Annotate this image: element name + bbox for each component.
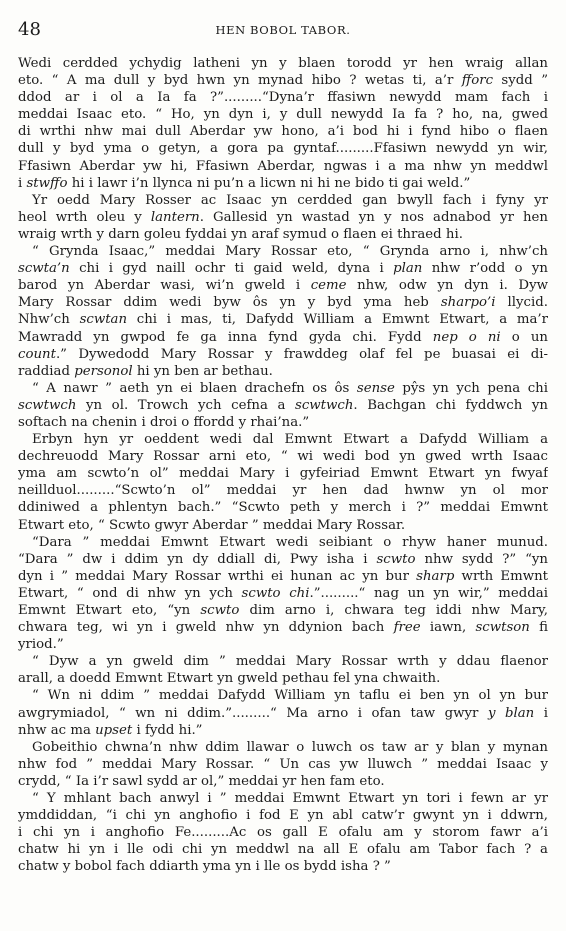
text-line: Erbyn hyn yr oeddent wedi dal Emwnt Etwart a Dafydd William a [32,432,548,448]
text-line: wraig wrth y darn goleu fyddai yn araf symud o flaen ei thraed hi. [18,226,463,242]
paragraph [18,243,548,380]
text-line: scwta’n chi i gyd naill ochr ti gaid weld, dyna i plan nhw r’odd o yn [18,261,548,277]
text-line: scwtwch yn ol. Trowch ych cefna a scwtwch. Bachgan chi fyddwch yn [18,397,548,413]
text-line: Etwart, “ ond di nhw yn ych scwto chi.”.........“ nag un yn wir,” meddai [18,585,548,601]
text-line: dyn i ” meddai Mary Rossar wrthi ei hunan ac yn bur sharp wrth Emwnt [18,568,548,584]
paragraph [18,192,548,243]
paragraph [18,687,548,738]
paragraph [18,739,548,790]
text-line: Wedi cerdded ychydig latheni yn y blaen torodd yr hen wraig allan [18,56,548,71]
text-line: crydd, “ Ia i’r sawl sydd ar ol,” meddai yr hen fam eto. [18,773,385,789]
text-line: chwara teg, wi yn i gweld nhw yn ddynion bach free iawn, scwtson fi [18,620,548,636]
text-line: i chi yn i anghofio Fe.........Ac os gall E ofalu am y storom fawr a’i [18,825,548,841]
text-line: count.” Dywedodd Mary Rossar y frawddeg olaf fel pe buasai ei di- [18,346,548,362]
text-line: “Dara ” meddai Emwnt Etwart wedi seibiant o rhyw haner munud. [32,534,548,550]
text-line: barod yn Aberdar wasi, wi’n gweld i ceme nhw, odw yn dyn i. Dyw [18,278,548,294]
text-line: “Dara ” dw i ddim yn dy ddiall di, Pwy isha i scwto nhw sydd ?” “yn [18,551,548,567]
text-line: “ A nawr ” aeth yn ei blaen drachefn os ôs sense pŷs yn ych pena chi [32,380,548,396]
text-line: chatw y bobol fach ddiarth yma yn i lle os bydd isha ? ” [18,859,391,875]
text-line: awgrymiadol, “ wn ni ddim.”.........“ Ma arno i ofan taw gwyr y blan i [18,705,548,721]
text-line: Etwart eto, “ Scwto gwyr Aberdar ” meddai Mary Rossar. [18,517,406,533]
text-line: Ffasiwn Aberdar yw hi, Ffasiwn Aberdar, ngwas i a ma nhw yn meddwl [18,158,548,174]
text-line: “ Dyw a yn gweld dim ” meddai Mary Rossar wrth y ddau flaenor [32,654,548,670]
text-line: Mawradd yn gwpod fe ga inna fynd gyda chi. Fydd nep o ni o un [18,329,548,345]
running-title: HEN BOBOL TABOR. [215,23,351,37]
text-line: di wrthi nhw mai dull Aberdar yw hono, a’i bod hi i fynd hibo o flaen [18,124,548,140]
text-line: meddai Isaac eto. “ Ho, yn dyn i, y dull newydd Ia fa ? ho, na, gwed [18,107,548,123]
text-line: dechreuodd Mary Rossar arni eto, “ wi wedi bod yn gwed wrth Isaac [18,449,548,465]
paragraph [18,431,548,534]
text-line: ymddiddan, “i chi yn anghofio i fod E yn abl catw’r gwynt yn i ddwrn, [18,808,548,824]
page-number: 48 [18,19,41,40]
text-line: chatw hi yn i lle odi chi yn meddwl na all E ofalu am Tabor fach ? a [18,842,548,858]
paragraph [18,534,548,654]
text-line: raddiad personol hi yn ben ar bethau. [18,363,273,379]
text-line: Yr oedd Mary Rosser ac Isaac yn cerdded gan bwyll fach i fyny yr [32,192,548,208]
body-text [18,55,548,876]
text-line: nhw ac ma upset i fydd hi.” [18,722,203,738]
text-line: “ Wn ni ddim ” meddai Dafydd William yn taflu ei ben yn ol yn bur [32,688,548,704]
text-line: “ Y mhlant bach anwyl i ” meddai Emwnt Etwart yn tori i fewn ar yr [32,791,548,807]
text-line: yriod.” [18,637,64,653]
page-header [18,20,548,40]
paragraph [18,380,548,431]
text-line: i stwffo hi i lawr i’n llynca ni pu’n a licwn ni hi ne bido ti gai weld.” [18,175,471,191]
paragraph [18,653,548,687]
text-line: ddiniwed a phlentyn bach.” “Scwto peth y merch i ?” meddai Emwnt [18,500,548,516]
text-line: Mary Rossar ddim wedi byw ôs yn y byd yma heb sharpo’i llycid. [18,295,548,311]
text-line: ddod ar i ol a Ia fa ?”.........“Dyna’r ffasiwn newydd mam fach i [18,90,548,106]
text-line: yma am scwto’n ol” meddai Mary i gyfeiriad Emwnt Etwart yn fwyaf [18,466,548,482]
text-line: softach na chenin i droi o ffordd y rhai’na.” [18,414,310,430]
text-line: heol wrth oleu y lantern. Gallesid yn wastad yn y nos adnabod yr hen [18,209,548,225]
text-line: “ Grynda Isaac,” meddai Mary Rossar eto, “ Grynda arno i, nhw’ch [32,244,548,260]
text-line: neillduol.........“Scwto’n ol” meddai yr hen dad hwnw yn ol mor [18,483,548,499]
text-line: nhw fod ” meddai Mary Rossar. “ Un cas yw lluwch ” meddai Isaac y [18,756,548,772]
text-line: Gobeithio chwna’n nhw ddim llawar o luwch os taw ar y blan y mynan [32,739,548,755]
paragraph [18,790,548,875]
text-line: arall, a doedd Emwnt Etwart yn gweld pethau fel yna chwaith. [18,671,441,687]
text-line: Emwnt Etwart eto, “yn scwto dim arno i, chwara teg iddi nhw Mary, [18,603,548,618]
text-line: Nhw’ch scwtan chi i mas, ti, Dafydd William a Emwnt Etwart, a ma’r [18,312,548,328]
text-line: eto. “ A ma dull y byd hwn yn mynad hibo ? wetas ti, a’r fforc sydd ” [18,73,548,89]
text-line: dull y byd yma o getyn, a gora pa gyntaf.........Ffasiwn newydd yn wir, [18,141,548,157]
paragraph [18,55,548,192]
